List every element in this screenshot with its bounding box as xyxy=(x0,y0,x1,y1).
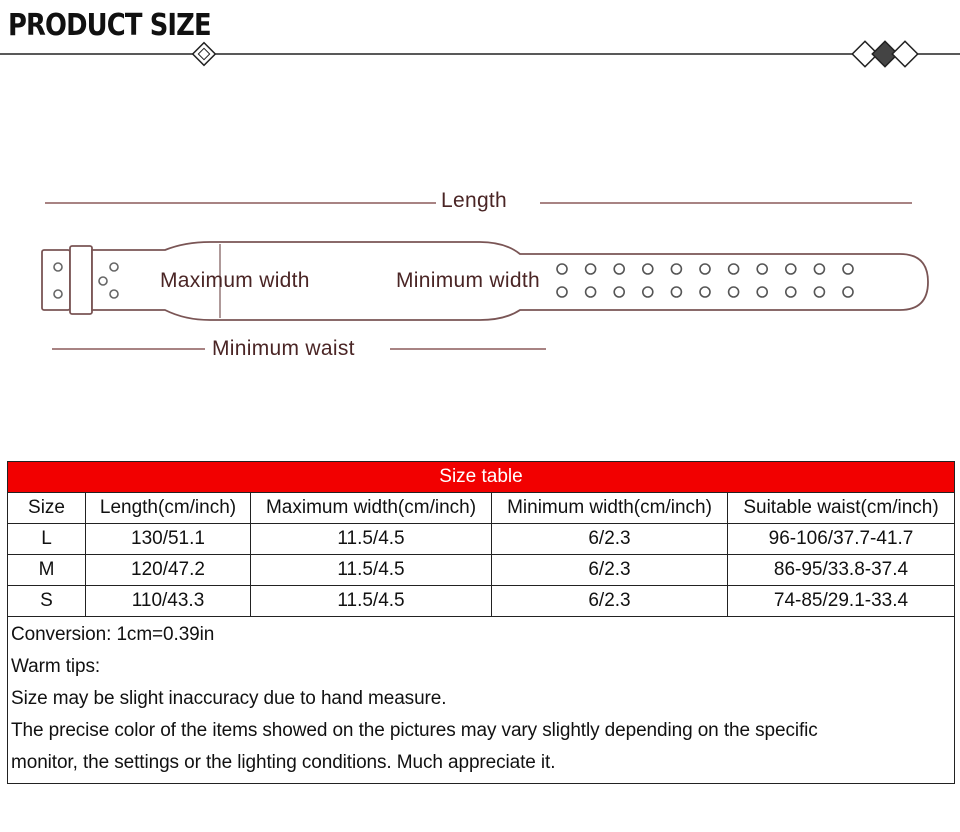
column-header: Size xyxy=(8,493,86,524)
belt-hole-icon xyxy=(757,287,767,297)
belt-hole-icon xyxy=(757,264,767,274)
header-divider xyxy=(0,34,960,74)
belt-hole-icon xyxy=(557,264,567,274)
diamond-ornament-icon xyxy=(193,43,216,66)
belt-hole-icon xyxy=(700,264,710,274)
length-label: Length xyxy=(441,189,508,212)
table-cell: L xyxy=(8,524,86,555)
table-cell: 130/51.1 xyxy=(86,524,251,555)
belt-hole-icon xyxy=(786,287,796,297)
belt-hole-icon xyxy=(643,264,653,274)
diamond-trio-icon xyxy=(852,41,917,66)
table-cell: 11.5/4.5 xyxy=(251,524,492,555)
table-cell: 110/43.3 xyxy=(86,586,251,617)
table-cell: 11.5/4.5 xyxy=(251,586,492,617)
belt-hole-icon xyxy=(786,264,796,274)
tip-line: Size may be slight inaccuracy due to hand measure. xyxy=(11,688,447,709)
belt-hole-icon xyxy=(729,287,739,297)
table-cell: 74-85/29.1-33.4 xyxy=(728,586,955,617)
belt-hole-icon xyxy=(586,264,596,274)
belt-hole-icon xyxy=(843,264,853,274)
belt-hole-icon xyxy=(557,287,567,297)
table-cell: 120/47.2 xyxy=(86,555,251,586)
min-waist-label: Minimum waist xyxy=(212,337,355,360)
min-width-label: Minimum width xyxy=(396,269,540,292)
belt-hole-icon xyxy=(814,287,824,297)
page-title: PRODUCT SIZE xyxy=(8,8,211,43)
table-cell: 96-106/37.7-41.7 xyxy=(728,524,955,555)
table-row xyxy=(8,586,955,617)
table-cell: 86-95/33.8-37.4 xyxy=(728,555,955,586)
size-table xyxy=(7,461,955,784)
table-cell: 6/2.3 xyxy=(492,524,728,555)
column-header: Maximum width(cm/inch) xyxy=(251,493,492,524)
belt-hole-icon xyxy=(614,287,624,297)
belt-hole-icon xyxy=(671,264,681,274)
table-cell: 11.5/4.5 xyxy=(251,555,492,586)
table-header-row xyxy=(8,493,955,524)
belt-hole-icon xyxy=(843,287,853,297)
belt-hole-icon xyxy=(814,264,824,274)
column-header: Suitable waist(cm/inch) xyxy=(728,493,955,524)
column-header: Length(cm/inch) xyxy=(86,493,251,524)
belt-hole-icon xyxy=(729,264,739,274)
tip-line: The precise color of the items showed on the pictures may vary slightly depending on the specific xyxy=(11,720,818,741)
size-table-title: Size table xyxy=(8,462,955,493)
belt-hole-icon xyxy=(614,264,624,274)
table-cell: M xyxy=(8,555,86,586)
max-width-label: Maximum width xyxy=(160,269,310,292)
table-cell: S xyxy=(8,586,86,617)
belt-hole-icon xyxy=(671,287,681,297)
belt-hole-icon xyxy=(700,287,710,297)
notes-block xyxy=(8,617,955,784)
table-cell: 6/2.3 xyxy=(492,555,728,586)
belt-hole-icon xyxy=(586,287,596,297)
belt-hole-icon xyxy=(643,287,653,297)
conversion-note: Conversion: 1cm=0.39in xyxy=(11,624,215,645)
column-header: Minimum width(cm/inch) xyxy=(492,493,728,524)
table-row xyxy=(8,555,955,586)
table-row xyxy=(8,524,955,555)
warm-tips-heading: Warm tips: xyxy=(11,656,101,677)
tip-line: monitor, the settings or the lighting conditions. Much appreciate it. xyxy=(11,752,556,773)
table-cell: 6/2.3 xyxy=(492,586,728,617)
